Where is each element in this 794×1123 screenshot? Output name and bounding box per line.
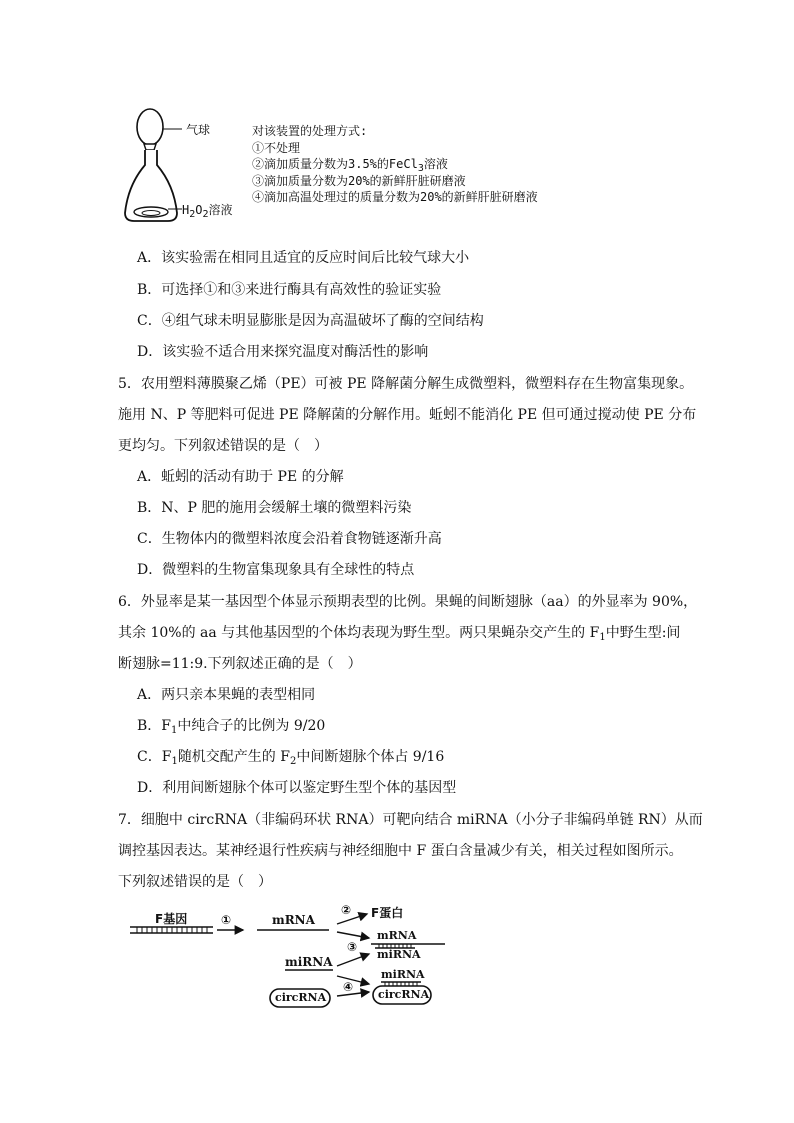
q7-stem-line: 调控基因表达。某神经退行性疾病与神经细胞中 F 蛋白含量减少有关，相关过程如图所示。	[118, 843, 683, 859]
q6-option-c: C．$F_1$随机交配产生的 $F_2$中间断翅脉个体占 9/16	[137, 749, 445, 767]
q6-option-d: D．利用间断翅脉个体可以鉴定野生型个体的基因型	[137, 780, 457, 796]
treatment-title: 对该装置的处理方式:	[252, 124, 368, 138]
q6-stem-line: 6．外显率是某一基因型个体显示预期表型的比例。果蝇的间断翅脉（aa）的外显率为 90%，	[118, 594, 698, 610]
q6-stem-line: 其余 10%的 aa 与其他基因型的个体均表现为野生型。两只果蝇杂交产生的 $F_1$中野生型:间	[118, 625, 681, 643]
gene-label: F基因	[155, 912, 188, 926]
q4-option-a: A．该实验需在相同且适宜的反应时间后比较气球大小	[137, 250, 470, 266]
q5-option-a: A．蚯蚓的活动有助于 PE 的分解	[137, 469, 344, 485]
flask-figure	[120, 105, 580, 230]
mrna-label: mRNA	[272, 913, 315, 927]
q5-option-c: C．生物体内的微塑料浓度会沿着食物链逐渐升高	[137, 531, 442, 547]
q7-stem-line: 下列叙述错误的是（ ）	[118, 874, 272, 890]
bound2-mirna-label: miRNA	[381, 968, 425, 981]
circrna-label: circRNA	[275, 991, 327, 1004]
step-3-label: ③	[347, 940, 358, 954]
treatment-list	[252, 123, 538, 206]
solution-label: $H_2O_2$溶液	[182, 203, 233, 220]
q4-option-c: C．④组气球未明显膨胀是因为高温破坏了酶的空间结构	[137, 313, 484, 329]
treatment-item: ②滴加质量分数为3.5%的FeCl$_3$溶液	[252, 157, 448, 174]
q5-option-b: B．N、P 肥的施用会缓解土壤的微塑料污染	[137, 500, 412, 516]
treatment-item: ①不处理	[252, 140, 301, 155]
q6-option-b: B．$F_1$中纯合子的比例为 9/20	[137, 718, 326, 736]
balloon-label: 气球	[186, 123, 211, 137]
step-1-label: ①	[221, 913, 232, 927]
q7-stem-line: 7．细胞中 circRNA（非编码环状 RNA）可靶向结合 miRNA（小分子非编码单链 RN）从而	[118, 812, 703, 828]
step-4-label: ④	[343, 980, 354, 994]
q6-option-a: A．两只亲本果蝇的表型相同	[137, 687, 316, 703]
f-protein-label: F蛋白	[371, 906, 404, 920]
regulation-diagram	[125, 900, 455, 1015]
treatment-item: ③滴加质量分数为20%的新鲜肝脏研磨液	[252, 173, 466, 188]
bound2-circrna-label: circRNA	[378, 988, 430, 1001]
bound-mrna-label: mRNA	[377, 929, 417, 942]
step-2-label: ②	[341, 903, 352, 917]
mirna-label: miRNA	[285, 955, 333, 969]
treatment-item: ④滴加高温处理过的质量分数为20%的新鲜肝脏研磨液	[252, 190, 538, 204]
q6-stem-line: 断翅脉=11:9.下列叙述正确的是（ ）	[118, 656, 362, 672]
bound-mirna-label: miRNA	[377, 948, 421, 961]
q4-option-d: D．该实验不适合用来探究温度对酶活性的影响	[137, 344, 429, 360]
q5-stem-line: 施用 N、P 等肥料可促进 PE 降解菌的分解作用。蚯蚓不能消化 PE 但可通过搅动使 PE 分布	[118, 407, 697, 423]
q5-option-d: D．微塑料的生物富集现象具有全球性的特点	[137, 562, 415, 578]
q4-option-b: B．可选择①和③来进行酶具有高效性的验证实验	[137, 282, 442, 298]
q5-stem-line: 5．农用塑料薄膜聚乙烯（PE）可被 PE 降解菌分解生成微塑料，微塑料存在生物富集现象。	[118, 376, 694, 392]
q5-stem-line: 更均匀。下列叙述错误的是（ ）	[118, 438, 328, 454]
